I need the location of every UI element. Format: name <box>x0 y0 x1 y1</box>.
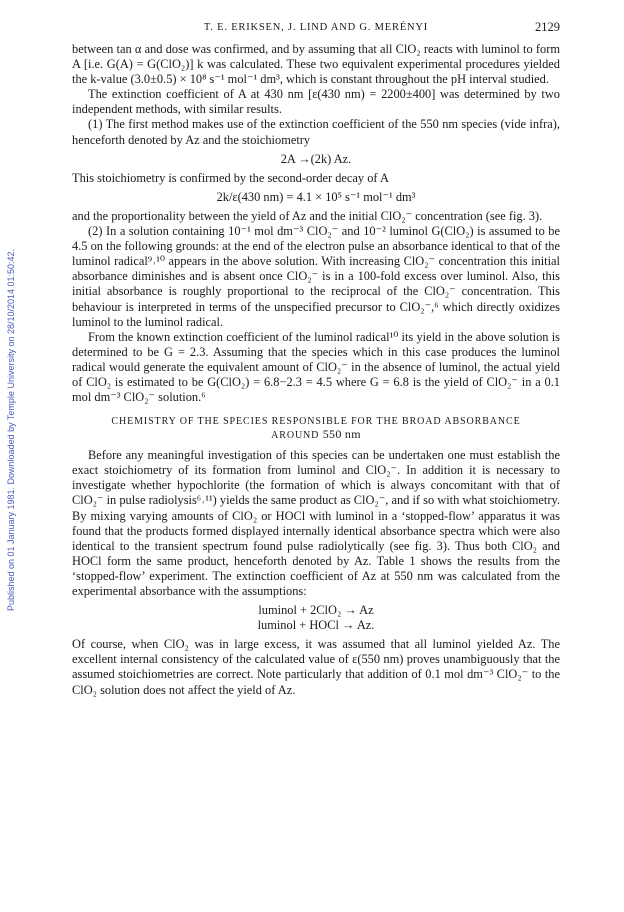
paragraph: (1) The first method makes use of the extinction coefficient of the 550 nm species (vide infra), henceforth denoted by Az and the stoichiometry <box>72 117 560 147</box>
equation: luminol + 2ClO₂ → Az <box>258 603 374 618</box>
paragraph: and the proportionality between the yield of Az and the initial ClO₂⁻ concentration (see fig. 3). <box>72 208 543 223</box>
paragraph: The extinction coefficient of A at 430 nm [ε(430 nm) = 2200±400] was determined by two independent methods, with similar results. <box>72 87 560 117</box>
article-body <box>72 42 560 698</box>
page-number: 2129 <box>535 20 560 34</box>
paragraph: This stoichiometry is confirmed by the second-order decay of A <box>72 170 389 185</box>
running-header <box>72 20 560 36</box>
equation: luminol + HOCl → Az. <box>257 618 375 633</box>
section-title-line1: CHEMISTRY OF THE SPECIES RESPONSIBLE FOR THE BROAD ABSORBANCE <box>111 416 521 428</box>
paragraph: From the known extinction coefficient of the luminol radical¹⁰ its yield in the above solution is determined to be G = 2.3. Assuming that the species which in this case produces the luminol radical would generate the equivalent amount of ClO₂⁻ in the absence of luminol, the actual yield of ClO₂ is estimated to be G(ClO₂) = 6.8−2.3 = 4.5 where G = 6.8 is the yield of ClO₂⁻ in a 0.1 mol dm⁻³ ClO₂⁻ solution.⁶ <box>72 329 560 405</box>
equation: 2A →(2k) Az. <box>280 151 352 166</box>
paragraph: between tan α and dose was confirmed, and by assuming that all ClO₂ reacts with luminol to form A [i.e. G(A) = G(ClO₂)] k was calculated. These two equivalent experimental procedures yielded the k-value (3.0±0.5) × 10⁸ s⁻¹ mol⁻¹ dm³, which is constant throughout the pH interval studied. <box>72 42 560 87</box>
section-heading <box>72 415 560 442</box>
download-watermark: Published on 01 January 1981. Downloaded by Temple University on 28/10/2014 01:50:42. <box>6 248 16 612</box>
equation: 2k/ε(430 nm) = 4.1 × 10⁵ s⁻¹ mol⁻¹ dm³ <box>216 189 416 204</box>
header-authors: T. E. ERIKSEN, J. LIND AND G. MERÉNYI <box>203 22 429 33</box>
paragraph: Of course, when ClO₂ was in large excess, it was assumed that all luminol yielded Az. The excellent internal consistency of the calculated value of ε(550 nm) proves unambiguously that the assumed stoichiometries are correct. Note particularly that addition of 0.1 mol dm⁻³ ClO₂⁻ to the ClO₂ solution does not affect the yield of Az. <box>72 637 560 697</box>
paragraph: (2) In a solution containing 10⁻¹ mol dm⁻³ ClO₂⁻ and 10⁻² luminol G(ClO₂) is assumed to be 4.5 on the following grounds: at the end of the electron pulse an absorbance identical to that of the luminol radical⁹˒¹⁰ appears in the above solution. With increasing ClO₂⁻ concentration this initial absorbance diminishes and is absent once ClO₂⁻ is in a 100-fold excess over luminol. Also, this initial absorbance is roughly proportional to the reciprocal of the ClO₂⁻ concentration. This behaviour is interpreted in terms of the unspecified precursor to ClO₂⁻,⁶ which directly oxidizes luminol to the luminol radical. <box>72 224 560 329</box>
paragraph: Before any meaningful investigation of this species can be undertaken one must establish the exact stoichiometry of its formation from luminol and ClO₂⁻. In addition it is necessary to investigate whether hypochlorite (the formation of which is always concomitant with that of ClO₂⁻ in pulse radiolysis⁶˒¹¹) yields the same product as ClO₂⁻, and if so with what stoichiometry. By mixing varying amounts of ClO₂ or HOCl with luminol in a ‘stopped-flow’ apparatus it was found that the products formed displayed internally identical absorbance spectra which were also identical to the transient spectrum found pulse radiolytically (see fig. 3). Thus both ClO₂ and HOCl form the same product, henceforth denoted by Az. Table 1 shows the results from the ‘stopped-flow’ experiment. The extinction coefficient of Az at 550 nm was calculated from the experimental absorbance with the assumptions: <box>72 448 560 598</box>
section-title-nm: 550 nm <box>322 427 361 442</box>
section-title-line2: AROUND <box>271 430 320 442</box>
